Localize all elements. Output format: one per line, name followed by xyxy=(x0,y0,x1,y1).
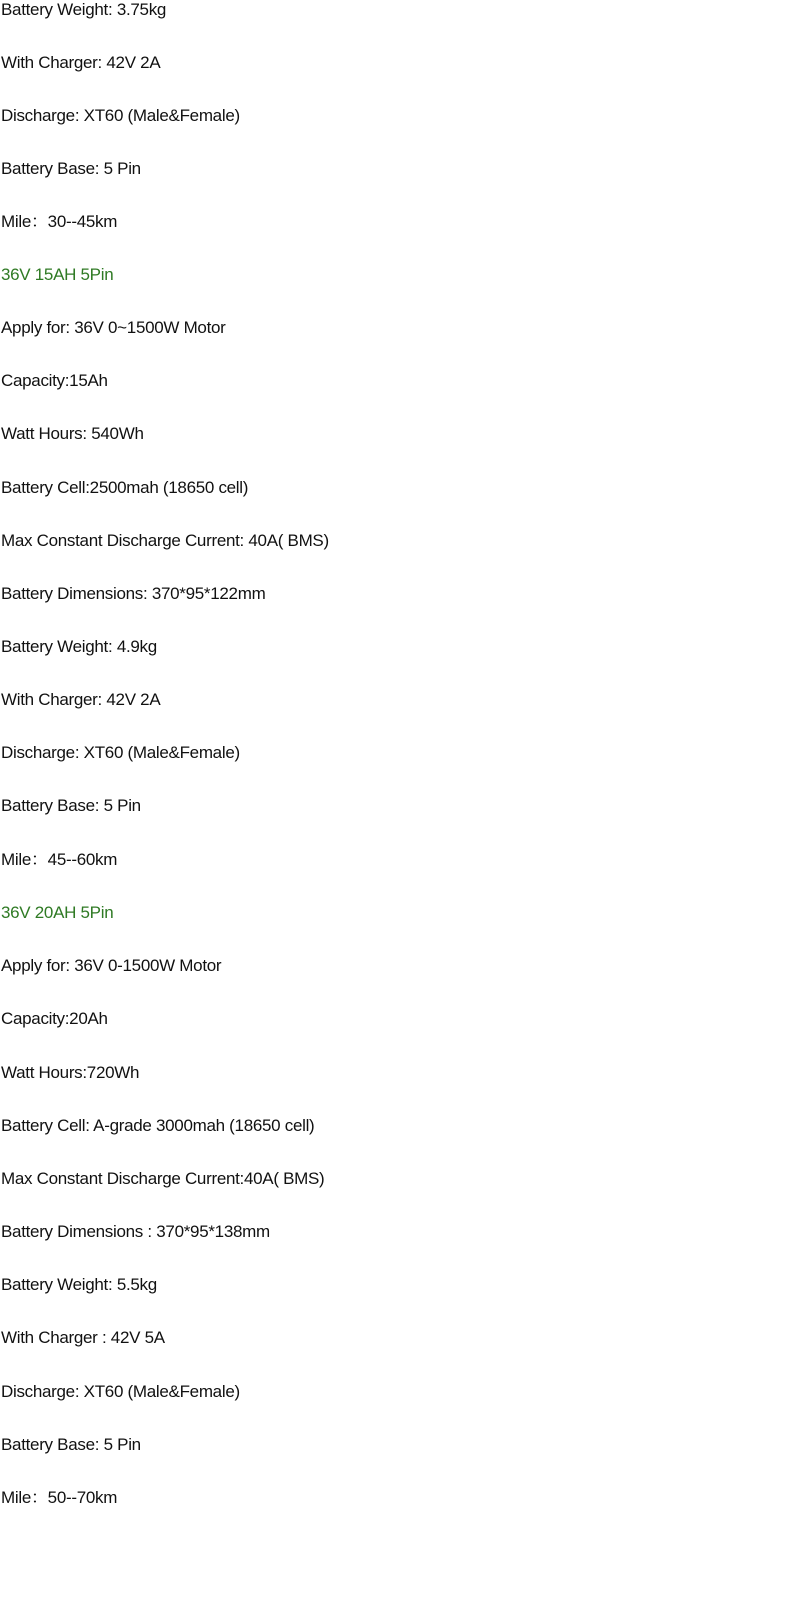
spec-line-watt-hours: Watt Hours: 540Wh xyxy=(1,424,144,443)
spec-line-battery-cell: Battery Cell:2500mah (18650 cell) xyxy=(1,478,249,497)
spec-line-dimensions: Battery Dimensions : 370*95*138mm xyxy=(1,1222,270,1241)
spec-line-battery-weight: Battery Weight: 3.75kg xyxy=(1,0,167,19)
spec-line-battery-base: Battery Base: 5 Pin xyxy=(1,796,141,815)
spec-line-discharge: Discharge: XT60 (Male&Female) xyxy=(1,743,240,762)
spec-line-mile: Mile：30--45km xyxy=(1,212,118,231)
spec-line-battery-weight: Battery Weight: 4.9kg xyxy=(1,637,157,656)
spec-line-capacity: Capacity:15Ah xyxy=(1,371,108,390)
spec-line-discharge: Discharge: XT60 (Male&Female) xyxy=(1,1382,240,1401)
spec-line-capacity: Capacity:20Ah xyxy=(1,1009,108,1028)
spec-line-battery-base: Battery Base: 5 Pin xyxy=(1,159,141,178)
spec-line-battery-cell: Battery Cell: A-grade 3000mah (18650 cell) xyxy=(1,1116,315,1135)
spec-line-mile: Mile：45--60km xyxy=(1,850,118,869)
spec-line-charger: With Charger: 42V 2A xyxy=(1,53,161,72)
spec-line-battery-base: Battery Base: 5 Pin xyxy=(1,1435,141,1454)
section-heading-36v-15ah: 36V 15AH 5Pin xyxy=(1,265,114,284)
spec-line-charger: With Charger : 42V 5A xyxy=(1,1328,165,1347)
spec-line-mile: Mile：50--70km xyxy=(1,1488,118,1507)
spec-line-apply-for: Apply for: 36V 0-1500W Motor xyxy=(1,956,222,975)
spec-line-max-discharge-current: Max Constant Discharge Current:40A( BMS) xyxy=(1,1169,325,1188)
spec-line-charger: With Charger: 42V 2A xyxy=(1,690,161,709)
spec-line-battery-weight: Battery Weight: 5.5kg xyxy=(1,1275,157,1294)
spec-line-max-discharge-current: Max Constant Discharge Current: 40A( BMS) xyxy=(1,531,329,550)
spec-line-discharge: Discharge: XT60 (Male&Female) xyxy=(1,106,240,125)
section-heading-36v-20ah: 36V 20AH 5Pin xyxy=(1,903,114,922)
spec-line-watt-hours: Watt Hours:720Wh xyxy=(1,1063,140,1082)
spec-line-dimensions: Battery Dimensions: 370*95*122mm xyxy=(1,584,266,603)
spec-line-apply-for: Apply for: 36V 0~1500W Motor xyxy=(1,318,226,337)
